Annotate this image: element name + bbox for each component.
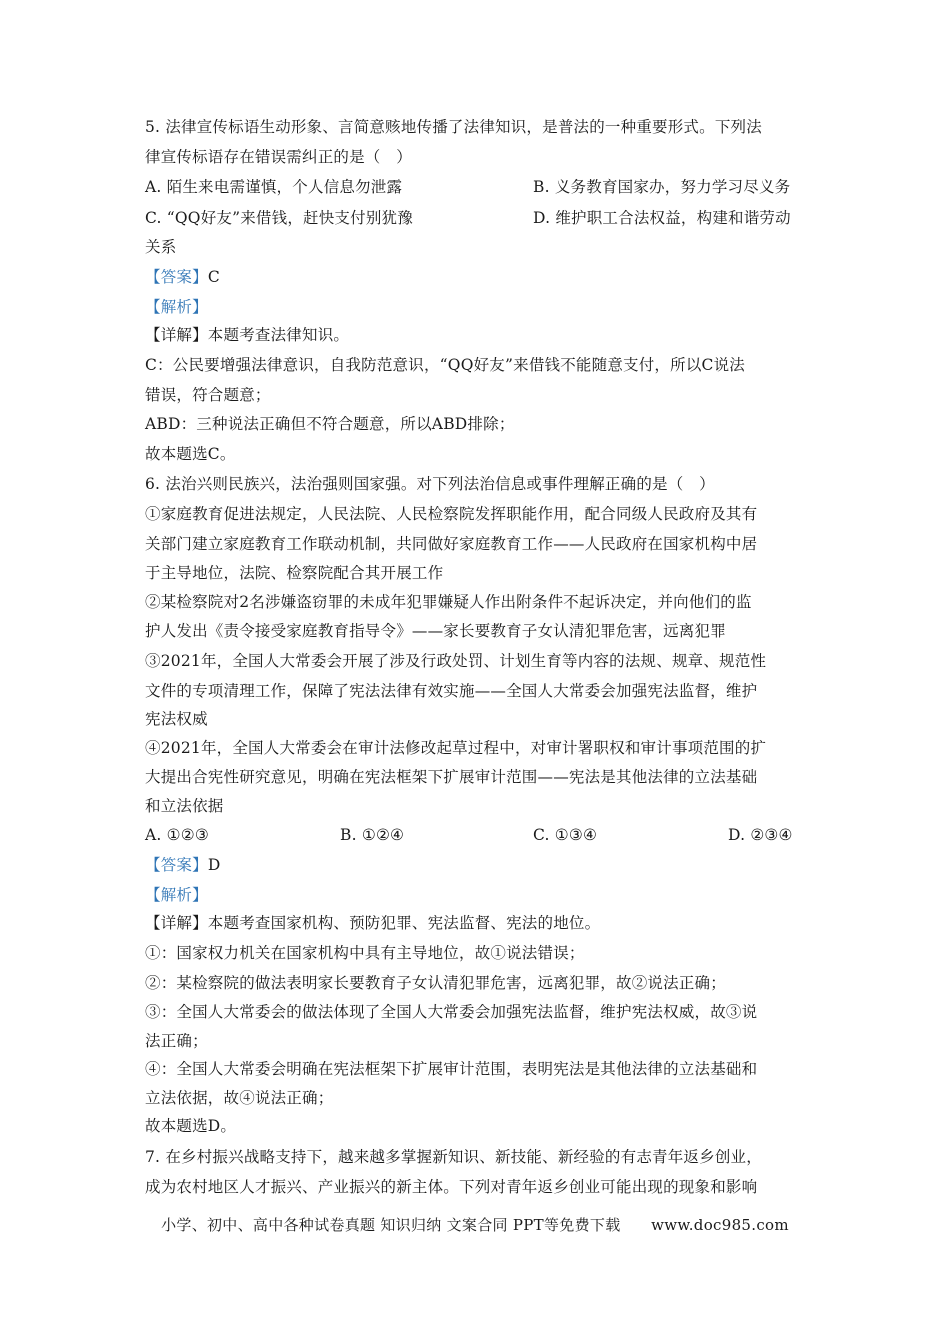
q6-detail-line-2: ①：国家权力机关在国家机构中具有主导地位，故①说法错误； [145, 944, 585, 962]
q6-answer [145, 855, 805, 875]
q6-stem-line-8: 文件的专项清理工作，保障了宪法法律有效实施——全国人大常委会加强宪法监督，维护 [145, 682, 758, 700]
q6-stem-line-3: 关部门建立家庭教育工作联动机制，共同做好家庭教育工作——人民政府在国家机构中居 [145, 535, 758, 553]
q6-stem-line-9: 宪法权威 [145, 710, 208, 728]
q6-stem-line-2: ①家庭教育促进法规定，人民法院、人民检察院发挥职能作用，配合同级人民政府及其有 [145, 505, 758, 523]
q6-detail-line-3: ②：某检察院的做法表明家长要教育子女认清犯罪危害，远离犯罪，故②说法正确； [145, 974, 726, 992]
q6-detail-line-5: 法正确； [145, 1032, 208, 1050]
answer-value: C [207, 268, 220, 286]
q5-option-d: D. 维护职工合法权益，构建和谐劳动 [533, 209, 791, 227]
q5-answer [145, 267, 805, 287]
q5-option-b: B. 义务教育国家办，努力学习尽义务 [533, 178, 791, 196]
answer-value: D [207, 856, 221, 874]
q5-option-a: A. 陌生来电需谨慎，个人信息勿泄露 [145, 178, 403, 196]
q6-detail-line-7: 立法依据，故④说法正确； [145, 1089, 334, 1107]
q6-option-a: A. ①②③ [145, 826, 209, 844]
q6-stem-line-12: 和立法依据 [145, 797, 224, 815]
q6-detail-line-8: 故本题选D。 [145, 1117, 237, 1135]
q6-detail-line-6: ④：全国人大常委会明确在宪法框架下扩展审计范围，表明宪法是其他法律的立法基础和 [145, 1060, 758, 1078]
q6-stem-line-6: 护人发出《责令接受家庭教育指导令》——家长要教育子女认清犯罪危害，远离犯罪 [145, 622, 726, 640]
q6-option-c: C. ①③④ [533, 826, 598, 844]
answer-tag: 【答案】 [145, 856, 208, 874]
q7-stem-line-2: 成为农村地区人才振兴、产业振兴的新主体。下列对青年返乡创业可能出现的现象和影响 [145, 1178, 758, 1196]
q6-stem-line-4: 于主导地位，法院、检察院配合其开展工作 [145, 564, 444, 582]
q6-stem-line-10: ④2021年，全国人大常委会在审计法修改起草过程中，对审计署职权和审计事项范围的扩 [145, 739, 767, 757]
q6-analysis-tag: 【解析】 [145, 886, 208, 904]
page-footer: 小学、初中、高中各种试卷真题 知识归纳 文案合同 PPT等免费下载 www.doc985.com [161, 1216, 789, 1234]
q5-detail-line-5: 故本题选C。 [145, 445, 236, 463]
answer-tag: 【答案】 [145, 268, 208, 286]
q5-stem-line-1: 5. 法律宣传标语生动形象、言简意赅地传播了法律知识，是普法的一种重要形式。下列法 [145, 118, 762, 136]
q6-detail-line-4: ③：全国人大常委会的做法体现了全国人大常委会加强宪法监督，维护宪法权威，故③说 [145, 1003, 758, 1021]
q5-detail-line-3: 错误，符合题意； [145, 386, 271, 404]
q5-option-d-continued: 关系 [145, 238, 177, 256]
q6-stem-line-11: 大提出合宪性研究意见，明确在宪法框架下扩展审计范围——宪法是其他法律的立法基础 [145, 768, 758, 786]
q6-detail-line-1: 【详解】本题考查国家机构、预防犯罪、宪法监督、宪法的地位。 [145, 914, 601, 932]
q6-option-d: D. ②③④ [728, 826, 793, 844]
q6-stem-line-7: ③2021年，全国人大常委会开展了涉及行政处罚、计划生育等内容的法规、规章、规范性 [145, 652, 767, 670]
q5-analysis-tag: 【解析】 [145, 298, 208, 316]
q6-stem-line-1: 6. 法治兴则民族兴，法治强则国家强。对下列法治信息或事件理解正确的是（ ） [145, 475, 715, 493]
q7-stem-line-1: 7. 在乡村振兴战略支持下，越来越多掌握新知识、新技能、新经验的有志青年返乡创业， [145, 1148, 762, 1166]
q6-stem-line-5: ②某检察院对2名涉嫌盗窃罪的未成年犯罪嫌疑人作出附条件不起诉决定，并向他们的监 [145, 593, 752, 611]
q5-option-c: C. “QQ好友”来借钱，赶快支付别犹豫 [145, 209, 413, 227]
q5-detail-line-2: C：公民要增强法律意识，自我防范意识，“QQ好友”来借钱不能随意支付，所以C说法 [145, 356, 745, 374]
q5-detail-line-1: 【详解】本题考查法律知识。 [145, 326, 350, 344]
q5-detail-line-4: ABD：三种说法正确但不符合题意，所以ABD排除； [145, 415, 515, 433]
q6-option-b: B. ①②④ [340, 826, 405, 844]
q5-stem-line-2: 律宣传标语存在错误需纠正的是（ ） [145, 148, 412, 166]
